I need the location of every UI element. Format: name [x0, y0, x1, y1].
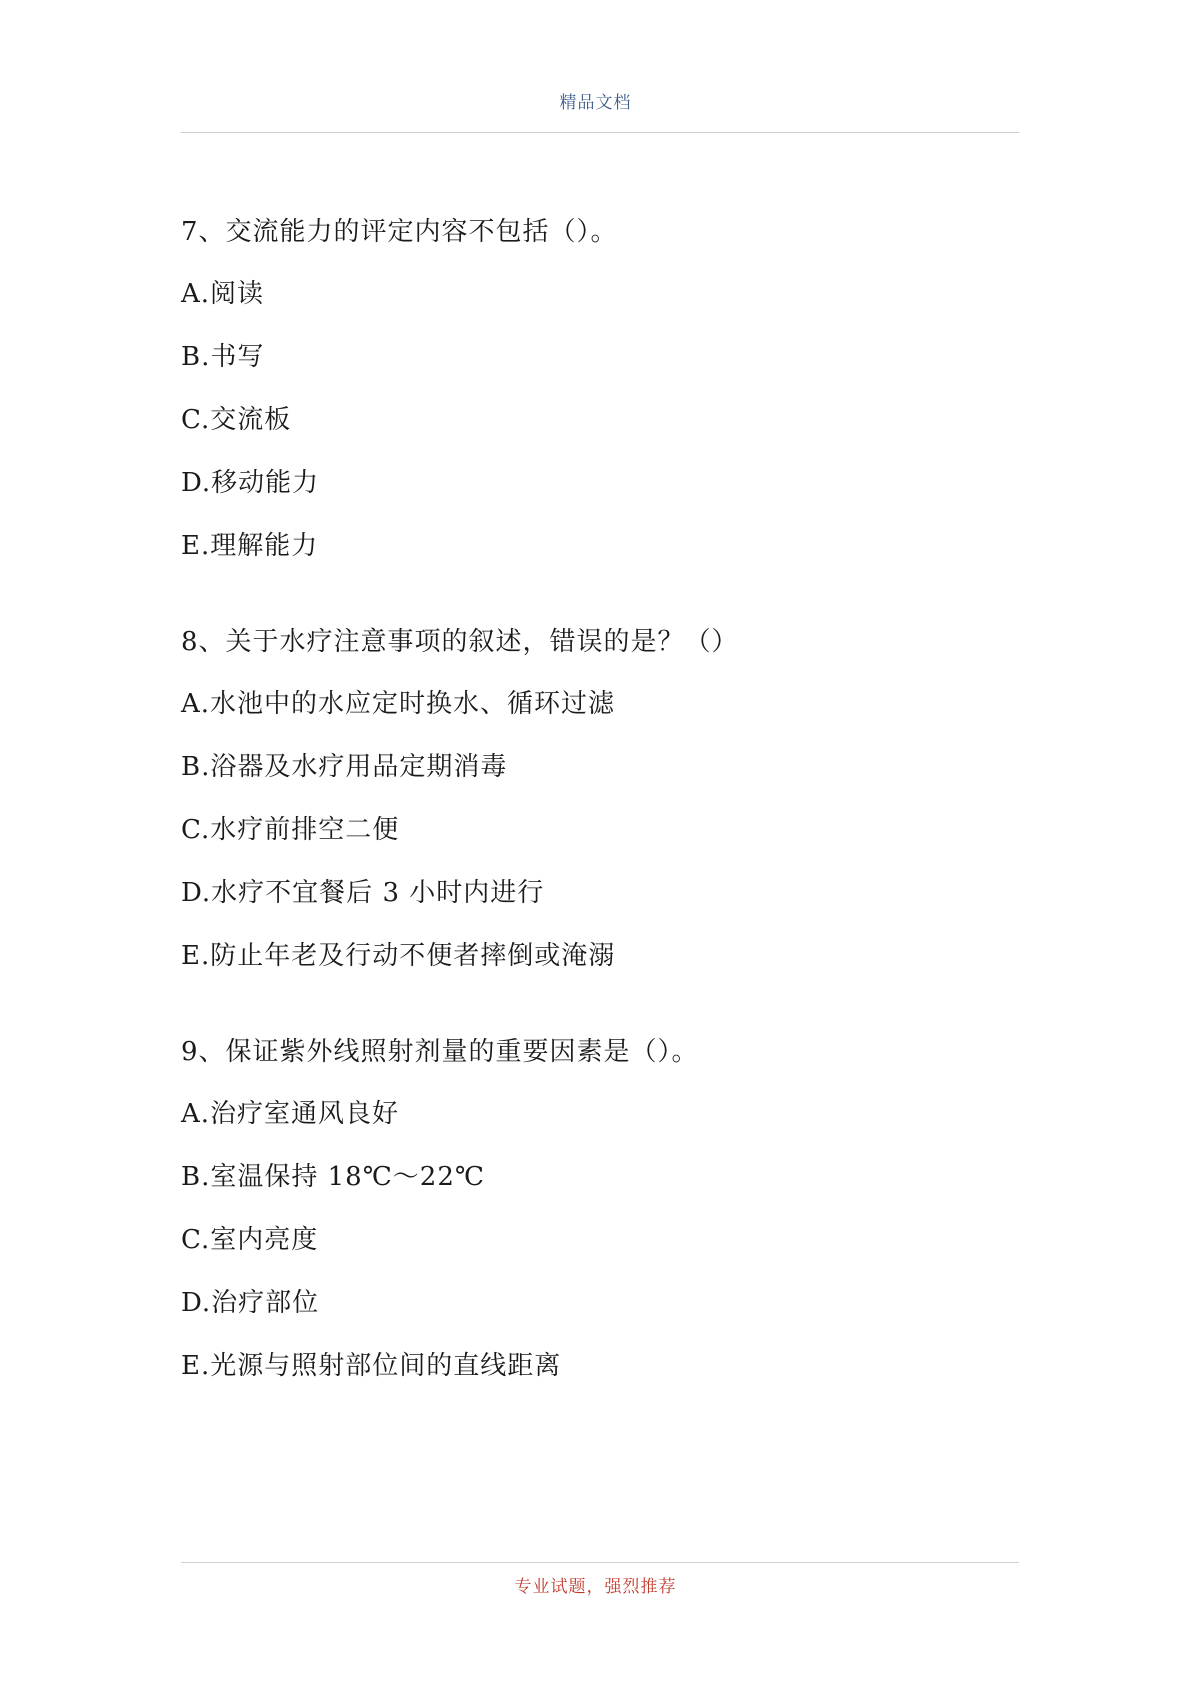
- option-e: E.光源与照射部位间的直线距离: [181, 1351, 562, 1381]
- option-c: C.水疗前排空二便: [181, 815, 400, 845]
- option-c: C.室内亮度: [181, 1225, 319, 1255]
- question-list: [181, 214, 1019, 1444]
- option-d: D.移动能力: [181, 468, 320, 498]
- page-footer: 专业试题，强烈推荐: [514, 1577, 677, 1597]
- option-a: A.水池中的水应定时换水、循环过滤: [181, 689, 616, 719]
- footer-divider: [181, 1562, 1019, 1563]
- option-e: E.防止年老及行动不便者摔倒或淹溺: [181, 941, 616, 971]
- question-stem: 9、保证紫外线照射剂量的重要因素是（）。: [181, 1037, 699, 1067]
- option-b: B.书写: [181, 342, 265, 372]
- option-c: C.交流板: [181, 405, 292, 435]
- option-a: A.治疗室通风良好: [181, 1099, 400, 1129]
- question-stem: 7、交流能力的评定内容不包括（）。: [181, 217, 618, 247]
- question-7: [181, 214, 1019, 564]
- question-stem: 8、关于水疗注意事项的叙述，错误的是？（）: [181, 627, 739, 657]
- option-d: D.治疗部位: [181, 1288, 320, 1318]
- page-header: 精品文档: [559, 93, 632, 113]
- option-b: B.室温保持 18℃～22℃: [181, 1162, 485, 1192]
- option-b: B.浴器及水疗用品定期消毒: [181, 752, 508, 782]
- option-e: E.理解能力: [181, 531, 319, 561]
- header-divider: [181, 132, 1019, 133]
- question-9: [181, 1034, 1019, 1384]
- option-d: D.水疗不宜餐后 3 小时内进行: [181, 878, 545, 908]
- question-8: [181, 624, 1019, 974]
- option-a: A.阅读: [181, 279, 265, 309]
